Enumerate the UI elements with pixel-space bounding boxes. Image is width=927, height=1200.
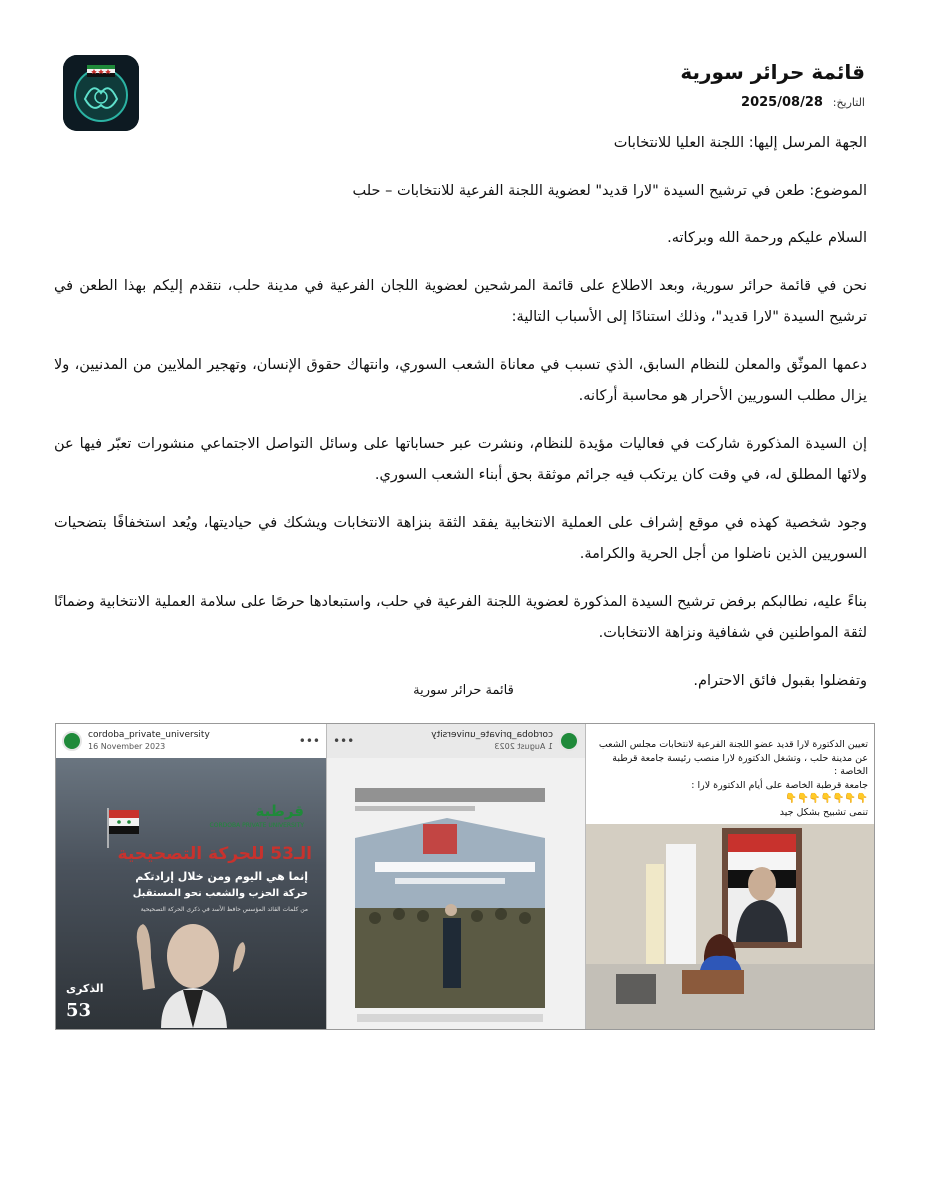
- post-headline: الـ53 للحركة التصحيحية: [117, 844, 312, 864]
- office-scene-icon: [586, 824, 874, 1029]
- post-text-2: حركة الحزب والشعب نحو المستقبل: [132, 888, 308, 899]
- caption-line-1: تعيين الدكتورة لارا قديد عضو اللجنة الفرعية لانتخابات مجلس الشعب عن مدينة حلب ، وتشغل الدكتورة لارا منصب رئيسة جامعة قرطبة الخاصة :: [598, 739, 868, 777]
- emblem-icon: [63, 55, 139, 131]
- post-header: [56, 724, 326, 758]
- evidence-post-2: [327, 724, 586, 1029]
- avatar: [559, 731, 579, 751]
- flag-icon: [106, 808, 140, 848]
- caption-line-2: جامعة قرطبة الخاصة على أيام الدكتورة لارا :: [691, 779, 868, 791]
- office-photo: [586, 824, 874, 1029]
- paragraph-reason-1: دعمها الموثّق والمعلن للنظام السابق، الذي تسبب في معاناة الشعب السوري، وانتهاك حقوق الإنسان، وتهجير الملايين من المدنيين، ولا يزال مطلب السوريين الأحرار هو محاسبة أركانه.: [54, 356, 867, 404]
- post-caption: [592, 738, 868, 819]
- anniversary-label: الذكرى: [66, 982, 104, 995]
- date-label: التاريخ:: [832, 96, 865, 109]
- paragraph-request: بناءً عليه، نطالبكم برفض ترشيح السيدة المذكورة لعضوية اللجنة الفرعية في حلب، واستبعادها حرصًا على سلامة العملية الانتخابية وضمانًا لثقة المواطنين في شفافية ونزاهة الانتخابات.: [54, 593, 867, 641]
- recipient-line: الجهة المرسل إليها: اللجنة العليا للانتخابات: [613, 135, 867, 151]
- organization-logo: [63, 55, 139, 131]
- post-username: cordoba_private_university: [431, 730, 553, 740]
- post-date: 16 November 2023: [88, 742, 166, 751]
- closing-line: وتفضلوا بقبول فائق الاحترام.: [693, 672, 867, 689]
- date-value: 2025/08/28: [741, 95, 823, 110]
- date-row: [741, 95, 865, 110]
- subject-line: الموضوع: طعن في ترشيح السيدة "لارا قديد" لعضوية اللجنة الفرعية للانتخابات – حلب: [352, 182, 867, 199]
- brand-subtitle: CORDOBA PRIVATE UNIVERSITY: [209, 822, 304, 829]
- evidence-post-1: [56, 724, 327, 1029]
- evidence-post-3: [586, 724, 874, 1029]
- letter-body: [54, 128, 867, 713]
- soldiers-photo-icon: [327, 758, 585, 1029]
- post-date: 1 August 2023: [494, 742, 553, 751]
- post-header: [327, 724, 585, 758]
- signature: قائمة حرائر سورية: [413, 683, 514, 698]
- more-options-icon: •••: [298, 734, 320, 748]
- evidence-screenshots: [55, 723, 875, 1030]
- avatar: [62, 731, 82, 751]
- greeting-line: السلام عليكم ورحمة الله وبركاته.: [667, 230, 867, 246]
- emoji-row: 👇👇👇👇👇👇👇: [785, 793, 868, 804]
- post-image: [327, 758, 585, 1029]
- brand-name: قرطبة: [255, 802, 304, 820]
- organization-name: قائمة حرائر سورية: [680, 60, 865, 84]
- post-text-3: من كلمات القائد المؤسس حافظ الأسد في ذكرى الحركة التصحيحية: [140, 906, 308, 913]
- paragraph-reason-2: إن السيدة المذكورة شاركت في فعاليات مؤيدة للنظام، ونشرت عبر حساباتها على وسائل التواصل الاجتماعي منشورات تعبّر فيها عن ولائها المطلق له، في وقت كان يرتكب فيه جرائم موثقة بحق أبناء الشعب السوري.: [54, 435, 867, 483]
- portrait-icon: [131, 908, 251, 1028]
- paragraph-reason-3: وجود شخصية كهذه في موقع إشراف على العملية الانتخابية يفقد الثقة بنزاهة الانتخابات ويشكك في حياديتها، ويُعد استخفافًا بتضحيات السوريين الذين ناضلوا من أجل الحرية والكرامة.: [54, 514, 867, 562]
- paragraph-intro: نحن في قائمة حرائر سورية، وبعد الاطلاع على قائمة المرشحين لعضوية اللجان الفرعية في مدينة حلب، نتقدم إليكم بهذا الطعن في ترشيح السيدة "لارا قديد"، وذلك استنادًا إلى الأسباب التالية:: [54, 277, 867, 325]
- post-text-1: إنما هي اليوم ومن خلال إرادتكم: [135, 870, 308, 883]
- more-options-icon: •••: [333, 734, 355, 748]
- post-image: [56, 758, 326, 1029]
- caption-line-3: تنمى تشبيح بشكل جيد: [779, 806, 868, 818]
- anniversary-number: 53: [66, 1000, 92, 1021]
- post-username: cordoba_private_university: [88, 730, 210, 740]
